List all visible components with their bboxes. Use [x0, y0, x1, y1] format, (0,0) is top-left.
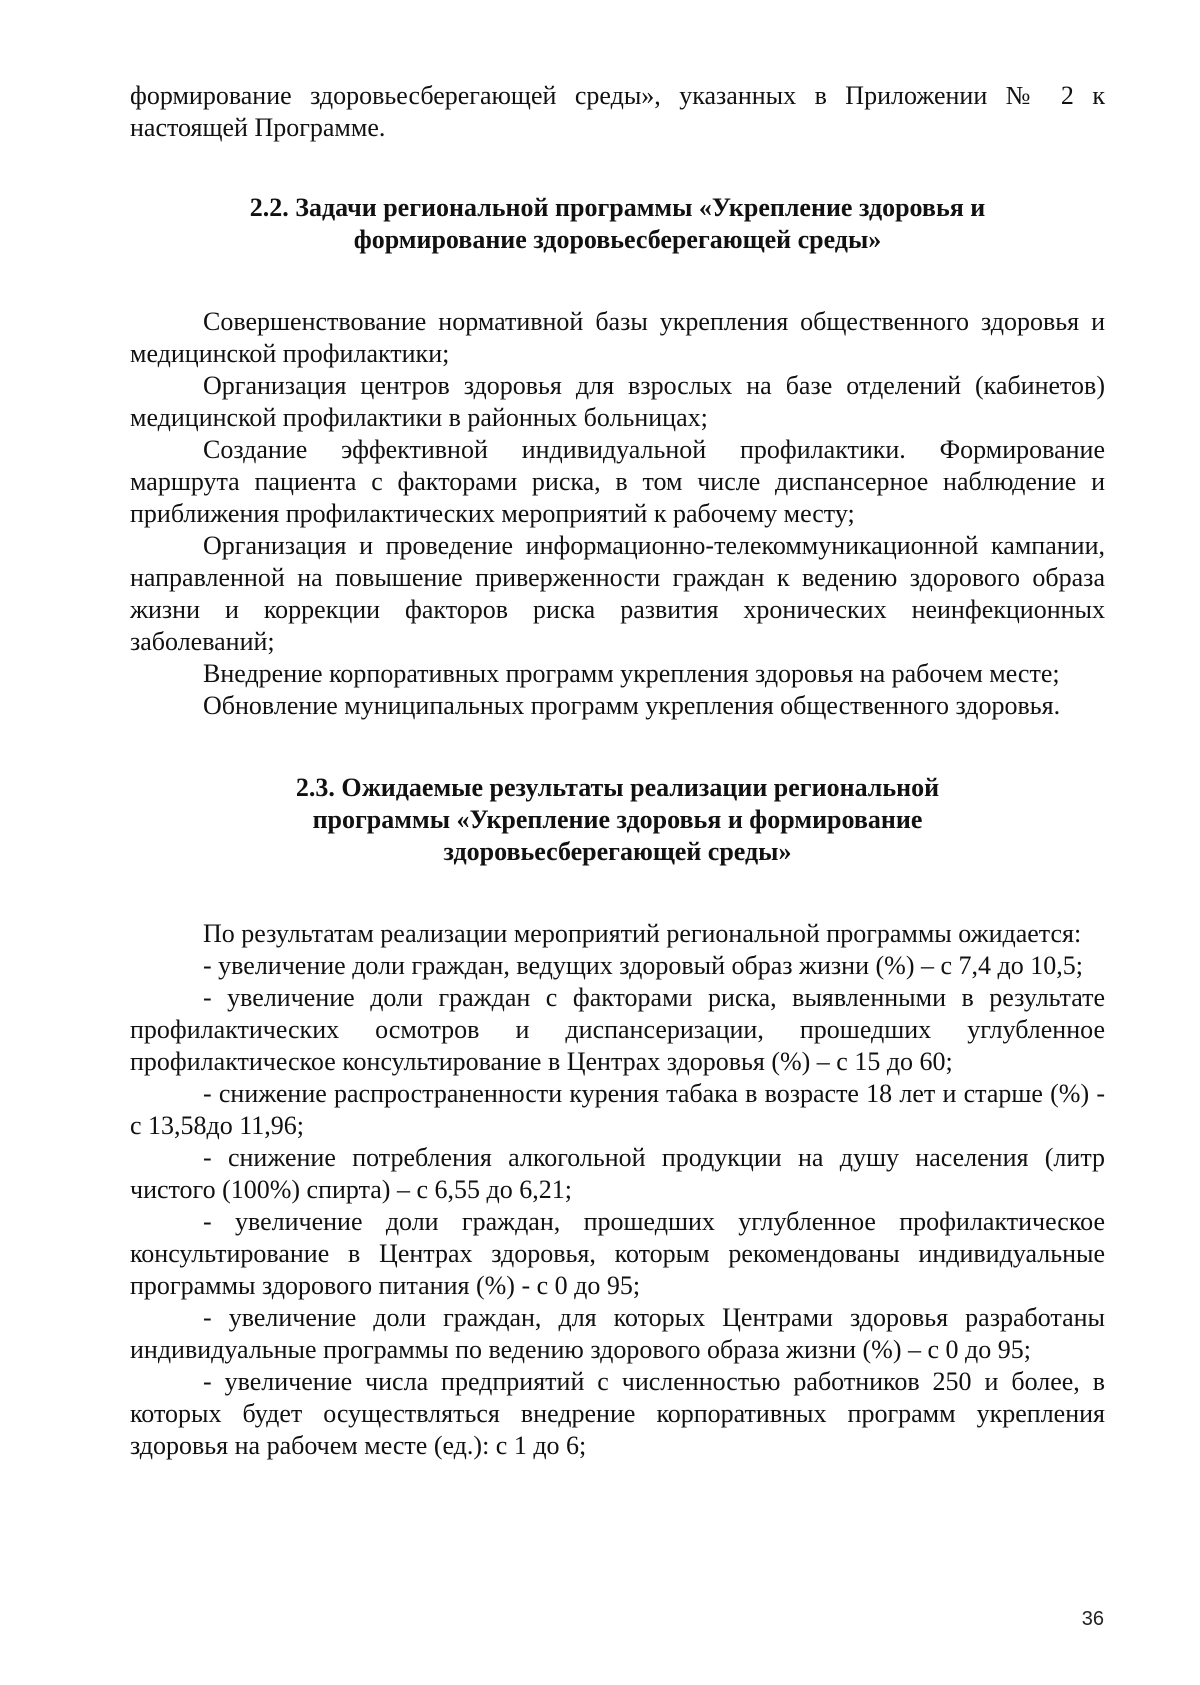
- section-2-3-heading-line-1: 2.3. Ожидаемые результаты реализации региональной: [295, 773, 940, 802]
- result-item: - увеличение числа предприятий с численностью работников 250 и более, в которых будет осуществляться внедрение корпоративных программ укрепления здоровья на рабочем месте (ед.): с 1 до 6;: [130, 1367, 1105, 1460]
- task-paragraph: Совершенствование нормативной базы укрепления общественного здоровья и медицинской профилактики;: [130, 307, 1105, 368]
- section-2-2-heading-line-2: формирование здоровьесберегающей среды»: [353, 225, 882, 254]
- task-paragraph: Организация и проведение информационно-телекоммуникационной кампании, направленной на повышение приверженности граждан к ведению здорового образа жизни и коррекции факторов риска развития хронических неинфекционных заболеваний;: [130, 531, 1105, 656]
- task-paragraph: Организация центров здоровья для взрослых на базе отделений (кабинетов) медицинской профилактики в районных больницах;: [130, 371, 1105, 432]
- result-item: - увеличение доли граждан с факторами риска, выявленными в результате профилактических осмотров и диспансеризации, прошедших углубленное профилактическое консультирование в Центрах здоровья (%) – с 15 до 60;: [130, 983, 1105, 1076]
- result-item: - увеличение доли граждан, для которых Центрами здоровья разработаны индивидуальные программы по ведению здорового образа жизни (%) – с 0 до 95;: [130, 1303, 1105, 1364]
- section-2-2-body: [130, 306, 1105, 722]
- task-paragraph: Внедрение корпоративных программ укрепления здоровья на рабочем месте;: [203, 659, 1060, 688]
- results-lead-paragraph: По результатам реализации мероприятий региональной программы ожидается:: [203, 919, 1082, 948]
- result-item: - снижение распространенности курения табака в возрасте 18 лет и старше (%) - с 13,58до 11,96;: [130, 1079, 1105, 1140]
- result-item: - увеличение доли граждан, прошедших углубленное профилактическое консультирование в Центрах здоровья, которым рекомендованы индивидуальные программы здорового питания (%) - с 0 до 95;: [130, 1207, 1105, 1300]
- section-2-2-heading-line-1: 2.2. Задачи региональной программы «Укрепление здоровья и: [249, 193, 986, 222]
- section-2-3-heading: [130, 772, 1105, 868]
- result-item: - увеличение доли граждан, ведущих здоровый образ жизни (%) – с 7,4 до 10,5;: [203, 951, 1083, 980]
- section-2-2-heading: [130, 192, 1105, 256]
- section-2-3-heading-line-2: программы «Укрепление здоровья и формирование: [312, 805, 923, 834]
- section-2-3-heading-line-3: здоровьесберегающей среды»: [443, 837, 792, 866]
- page-content: [130, 80, 1105, 1462]
- task-paragraph: Обновление муниципальных программ укрепления общественного здоровья.: [203, 691, 1061, 720]
- page-number: 36: [1081, 1608, 1104, 1630]
- task-paragraph: Создание эффективной индивидуальной профилактики. Формирование маршрута пациента с факторами риска, в том числе диспансерное наблюдение и приближения профилактических мероприятий к рабочему месту;: [130, 435, 1105, 528]
- section-2-3-body: [130, 918, 1105, 1462]
- result-item: - снижение потребления алкогольной продукции на душу населения (литр чистого (100%) спирта) – с 6,55 до 6,21;: [130, 1143, 1105, 1204]
- intro-paragraph: формирование здоровьесберегающей среды», указанных в Приложении № 2 к настоящей Программе.: [130, 81, 1105, 142]
